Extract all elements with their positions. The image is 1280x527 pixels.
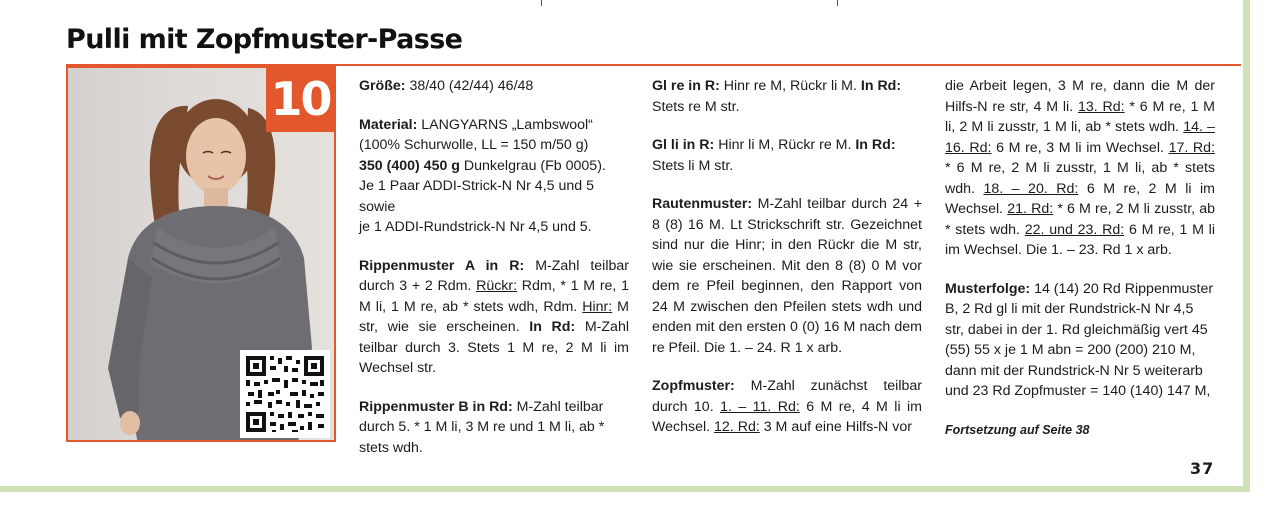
zopf-cont-text: 6 M re, 2 M li im Wechsel.: [945, 180, 1215, 217]
zopf-continued-paragraph: [945, 76, 1215, 261]
glli-inrd: In Rd:: [855, 137, 896, 153]
rib-b-text: M-Zahl teilbar durch 5. * 1 M li, 3 M re und 1 M li, ab * stets wdh.: [359, 398, 605, 456]
rib-a-text: M-Zahl teilbar durch 3 + 2 Rdm.: [359, 257, 629, 294]
raute-text: M-Zahl teilbar durch 24 + 8 (8) 16 M. Lt Strickschrift str. Gezeichnet sind nur die Hinr; in den Rückr die M str, wie sie erscheinen. Mit den 8 (8) 0 M vor dem re Pfeil beginnen, den Rapport von 24 M zwischen den Pfeilen stets wdh und enden mit den ersten 0 (0) 16 M nach dem re Pfeil. Die 1. – 24. R 1 x arb.: [652, 196, 922, 356]
rib-a-text: Rdm, * 1 M re, 1 M li, 1 M re, ab * stets wdh, Rdm.: [359, 278, 629, 315]
zopf-text: 6 M re, 4 M li im Wechsel.: [652, 398, 922, 435]
rib-b-label: Rippenmuster B in Rd:: [359, 398, 513, 415]
round-22-23: 22. und 23. Rd:: [1024, 221, 1125, 238]
zopf-cont-text: * 6 M re, 2 M li zusstr, ab * stets wdh.: [945, 201, 1216, 238]
zopf-cont-text: 6 M re, 3 M li im Wechsel.: [991, 139, 1169, 156]
page-frame-bottom: [0, 486, 1250, 492]
glre-text: Hinr re M, Rückr li M.: [719, 78, 861, 94]
continued-note: Fortsetzung auf Seite 38: [945, 422, 1090, 437]
column-3: [945, 76, 1215, 458]
top-tick-mark: [541, 0, 542, 6]
glre-paragraph: [652, 76, 922, 117]
page-title: Pulli mit Zopfmuster-Passe: [66, 24, 463, 55]
rib-a-rueckr: Rückr:: [476, 278, 518, 294]
material-quantity: 350 (400) 450 g: [359, 157, 460, 174]
material-text: Je 1 Paar ADDI-Strick-N Nr 4,5 und 5 sowie: [359, 178, 594, 215]
column-2: [652, 76, 922, 456]
glre-text: Stets re M str.: [652, 98, 740, 115]
page-frame-right: [1243, 0, 1250, 492]
glre-inrd: In Rd:: [860, 78, 902, 94]
musterfolge-paragraph: [945, 279, 1215, 402]
glli-label: Gl li in R:: [652, 137, 715, 153]
material-text: LANGYARNS „Lambswool“: [417, 116, 593, 133]
glre-label: Gl re in R:: [652, 78, 720, 94]
size-value: 38/40 (42/44) 46/48: [405, 78, 534, 94]
rib-a-text: M str, wie sie erscheinen.: [359, 298, 629, 335]
musterfolge-text: 14 (14) 20 Rd Rippenmuster B, 2 Rd gl li mit der Rundstrick-N Nr 4,5 str, dabei in der 1. Rd gleichmäßig vert 45 (55) 55 x je 1 M abn = 200 (200) 210 M, dann mit der Rundstrick-N Nr 5 weiterarb und 23 Rd Zopfmuster = 140 (140) 147 M,: [945, 280, 1214, 399]
round-21: 21. Rd:: [1007, 201, 1054, 217]
rib-a-inrd: In Rd:: [529, 319, 576, 335]
zopf-round-1: 1. – 11. Rd:: [720, 398, 800, 415]
rib-a-label: Rippenmuster A in R:: [359, 257, 525, 274]
round-13: 13. Rd:: [1077, 98, 1125, 115]
zopf-round-12: 12. Rd:: [714, 419, 760, 435]
zopf-text: 3 M auf eine Hilfs-N vor: [759, 419, 912, 435]
material-text: je 1 ADDI-Rundstrick-N Nr 4,5 und 5.: [359, 219, 592, 235]
page-number: 37: [1190, 459, 1215, 478]
column-1: [359, 76, 629, 476]
material-paragraph: [359, 115, 629, 238]
round-18-20: 18. – 20. Rd:: [983, 180, 1079, 197]
zopf-paragraph: [652, 376, 922, 438]
material-label: Material:: [359, 116, 418, 133]
glli-paragraph: [652, 135, 922, 176]
round-17: 17. Rd:: [1168, 139, 1216, 156]
round-14-16: 14. – 16. Rd:: [945, 119, 1215, 156]
size-label: Größe:: [359, 78, 406, 94]
zopf-label: Zopfmuster:: [652, 378, 735, 394]
rib-pattern-b: [359, 397, 629, 459]
raute-label: Rautenmuster:: [652, 196, 753, 212]
zopf-cont-text: * 6 M re, 1 M li, 2 M li zusstr, 1 M li, ab * stets wdh.: [945, 98, 1215, 135]
zopf-cont-text: die Arbeit legen, 3 M re, dann die M der Hilfs-N re str, 4 M li.: [945, 78, 1215, 115]
zopf-cont-text: 6 M re, 1 M li im Wechsel. Die 1. – 23. Rd 1 x arb.: [945, 221, 1215, 258]
rib-a-hinr: Hinr:: [582, 298, 613, 315]
top-tick-mark: [837, 0, 838, 6]
material-text: Dunkelgrau (Fb 0005).: [459, 157, 606, 174]
raute-paragraph: [652, 194, 922, 358]
glli-text: Stets li M str.: [652, 157, 734, 174]
qr-code-icon[interactable]: [240, 350, 330, 438]
size-paragraph: [359, 76, 629, 97]
pattern-number-badge: 10: [266, 66, 335, 132]
material-text: (100% Schurwolle, LL = 150 m/50 g): [359, 137, 589, 153]
rib-pattern-a: [359, 256, 629, 379]
zopf-cont-text: * 6 M re, 2 M li zusstr, 1 M li, ab * stets wdh.: [945, 160, 1215, 197]
rib-a-text: M-Zahl teilbar durch 3. Stets 1 M re, 2 M li im Wechsel str.: [359, 319, 629, 376]
zopf-text: M-Zahl zunächst teilbar durch 10.: [652, 378, 922, 415]
musterfolge-label: Musterfolge:: [945, 280, 1031, 297]
glli-text: Hinr li M, Rückr re M.: [714, 137, 856, 153]
